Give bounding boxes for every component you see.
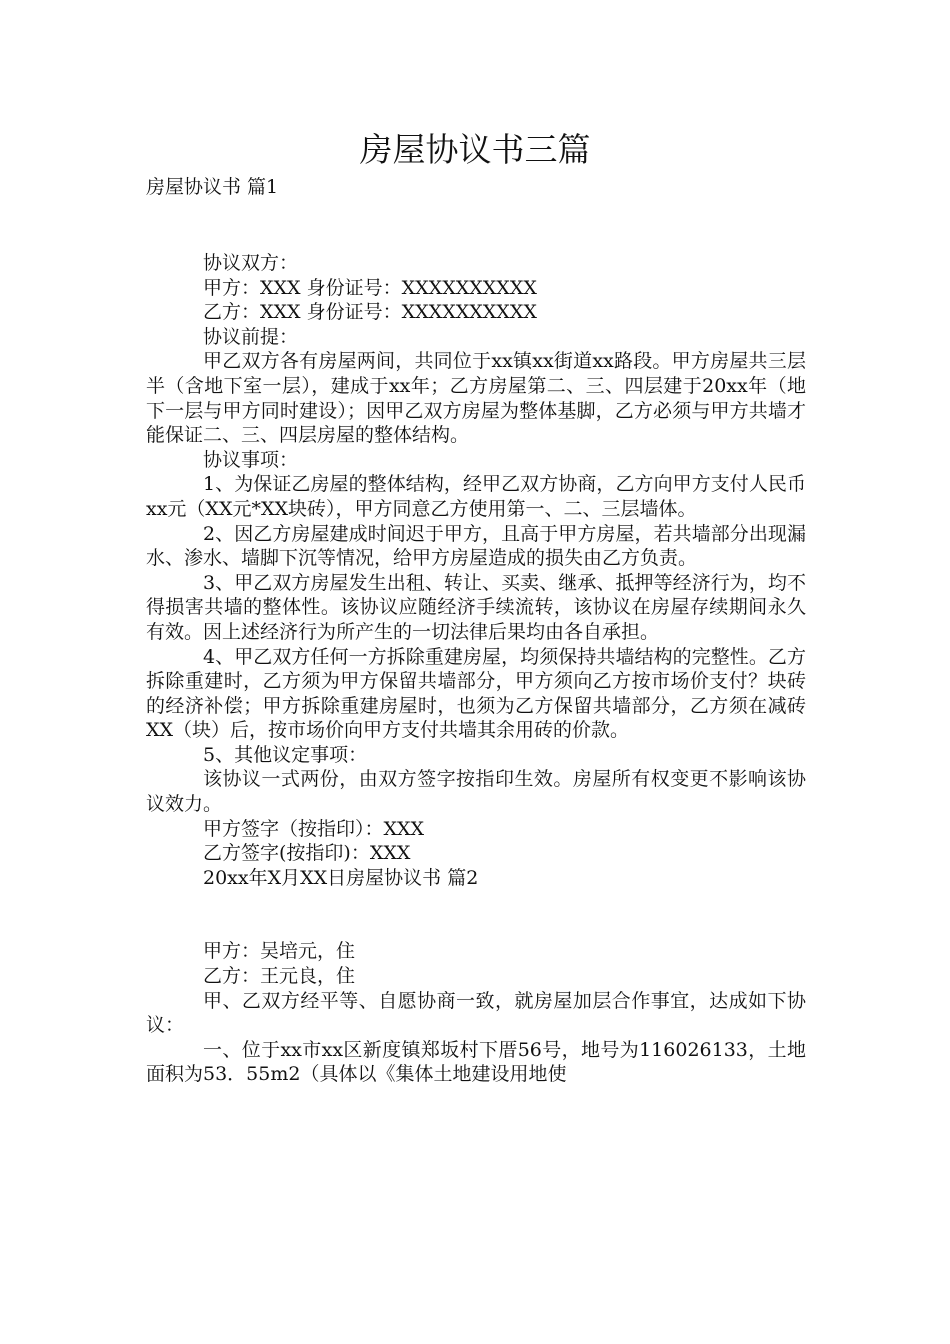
premise-paragraph: 甲乙双方各有房屋两间，共同位于xx镇xx街道xx路段。甲方房屋共三层半（含地下室一层），建成于xx年；乙方房屋第二、三、四层建于20xx年（地下一层与甲方同时建设）；因甲乙双方房屋为整体基脚，乙方必须与甲方共墙才能保证二、三、四层房屋的整体结构。 xyxy=(146,350,806,447)
spacer xyxy=(146,890,806,939)
party-b-line: 乙方：XXX 身份证号：XXXXXXXXXX xyxy=(203,301,537,324)
premise-label: 协议前提： xyxy=(203,325,299,348)
section-1-heading: 房屋协议书 篇1 xyxy=(146,176,279,198)
item-3-paragraph: 3、甲乙双方房屋发生出租、转让、买卖、继承、抵押等经济行为，均不得损害共墙的整体性。该协议应随经济手续流转，该协议在房屋存续期间永久有效。因上述经济行为所产生的一切法律后果均由各自承担。 xyxy=(146,571,806,643)
section-2-intro: 甲、乙双方经平等、自愿协商一致，就房屋加层合作事宜，达成如下协议： xyxy=(146,989,806,1037)
document-title: 房屋协议书三篇 xyxy=(359,130,591,169)
party-b-signature: 乙方签字(按指印)：XXX xyxy=(203,842,411,865)
date-and-section-2-heading: 20xx年X月XX日房屋协议书 篇2 xyxy=(203,866,479,889)
party-a-signature: 甲方签字（按指印）：XXX xyxy=(203,817,425,840)
section-2-item-1: 一、位于xx市xx区新度镇郑坂村下厝56号，地号为116026133，土地面积为53．55m2（具体以《集体土地建设用地使 xyxy=(146,1038,806,1086)
items-label: 协议事项： xyxy=(203,448,299,471)
item-1-paragraph: 1、为保证乙房屋的整体结构，经甲乙双方协商，乙方向甲方支付人民币xx元（XX元*XX块砖），甲方同意乙方使用第一、二、三层墙体。 xyxy=(146,473,806,520)
parties-label: 协议双方： xyxy=(203,252,299,274)
item-2-paragraph: 2、因乙方房屋建成时间迟于甲方，且高于甲方房屋，若共墙部分出现漏水、渗水、墙脚下沉等情况，给甲方房屋造成的损失由乙方负责。 xyxy=(146,522,806,570)
section-2-party-a: 甲方：吴培元，住 xyxy=(203,940,356,963)
item-4-paragraph: 4、甲乙双方任何一方拆除重建房屋，均须保持共墙结构的完整性。乙方拆除重建时，乙方须为甲方保留共墙部分，甲方须向乙方按市场价支付？块砖的经济补偿；甲方拆除重建房屋时，也须为乙方保留共墙部分，乙方须在减砖XX（块）后，按市场价向甲方支付共墙其余用砖的价款。 xyxy=(146,645,806,742)
party-a-line: 甲方：XXX 身份证号：XXXXXXXXXX xyxy=(203,276,537,299)
section-2-party-b: 乙方：王元良，住 xyxy=(203,965,356,988)
item-5-label: 5、其他议定事项： xyxy=(203,743,368,766)
document-body xyxy=(146,251,806,1087)
item-5-paragraph: 该协议一式两份，由双方签字按指印生效。房屋所有权变更不影响该协议效力。 xyxy=(146,768,806,816)
